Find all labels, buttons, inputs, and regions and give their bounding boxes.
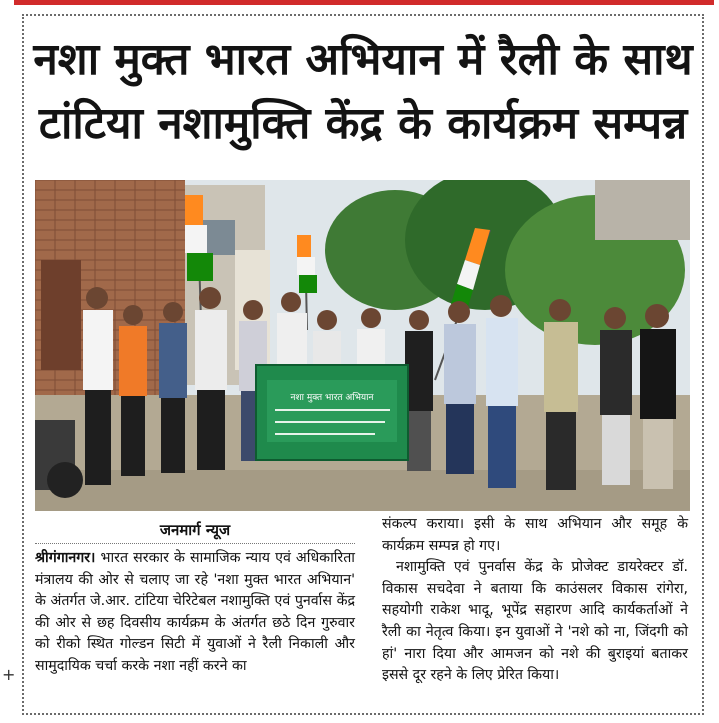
article-column-2 — [382, 514, 688, 687]
byline-divider — [35, 543, 355, 544]
news-photo — [35, 180, 690, 511]
top-accent-bar — [14, 0, 714, 5]
byline: जनमार्ग न्यूज — [159, 521, 231, 539]
crop-mark: + — [2, 665, 16, 684]
headline-line-1: नशा मुक्त भारत अभियान में रैली के साथ — [33, 34, 693, 85]
dateline: श्रीगंगानगर। — [35, 550, 96, 566]
article-column-1 — [35, 548, 355, 678]
person — [405, 310, 433, 471]
person — [544, 299, 578, 490]
person — [486, 295, 518, 488]
column-2-para-2: नशामुक्ति एवं पुनर्वास केंद्र के प्रोजेक्ट डायरेक्टर डॉ. विकास सचदेवा ने बताया कि काउंसलर विकास रांगेरा, सहयोगी राकेश भादू, भूपेंद्र सहारण आदि कार्यकर्ताओं ने रैली का नेतृत्व किया। इन युवाओं ने 'नशे को ना, जिंदगी को हां' नारा दिया और आमजन को नशे की बुराइयां बताकर इससे दूर रहने के लिए प्रेरित किया। — [382, 559, 688, 684]
headline-line-2: टांटिया नशामुक्ति केंद्र के कार्यक्रम सम्पन्न — [38, 98, 688, 149]
person — [119, 305, 147, 476]
column-2-para-1: संकल्प कराया। इसी के साथ अभियान और समूह के कार्यक्रम सम्पन्न हो गए। — [382, 516, 688, 554]
rally-photo-illustration — [35, 180, 690, 511]
person — [195, 287, 227, 470]
banner-title: नशा मुक्त भारत अभियान — [290, 393, 374, 403]
person — [444, 301, 476, 474]
person — [159, 302, 187, 473]
green-banner — [256, 365, 408, 460]
person — [600, 307, 632, 485]
column-1-text: भारत सरकार के सामाजिक न्याय एवं अधिकारिता मंत्रालय की ओर से चलाए जा रहे 'नशा मुक्त भारत अभियान' के अंतर्गत जे.आर. टांटिया चेरिटेबल नशामुक्ति एवं पुनर्वास केंद्र की ओर से छह दिवसीय कार्यक्रम के अंतर्गत छठे दिन गुरुवार को रीको स्थित गोल्डन सिटी में युवाओं ने रैली निकाली और सामुदायिक चर्चा करके नशा नहीं करने का — [35, 550, 355, 674]
person — [83, 287, 113, 485]
person — [640, 304, 676, 489]
